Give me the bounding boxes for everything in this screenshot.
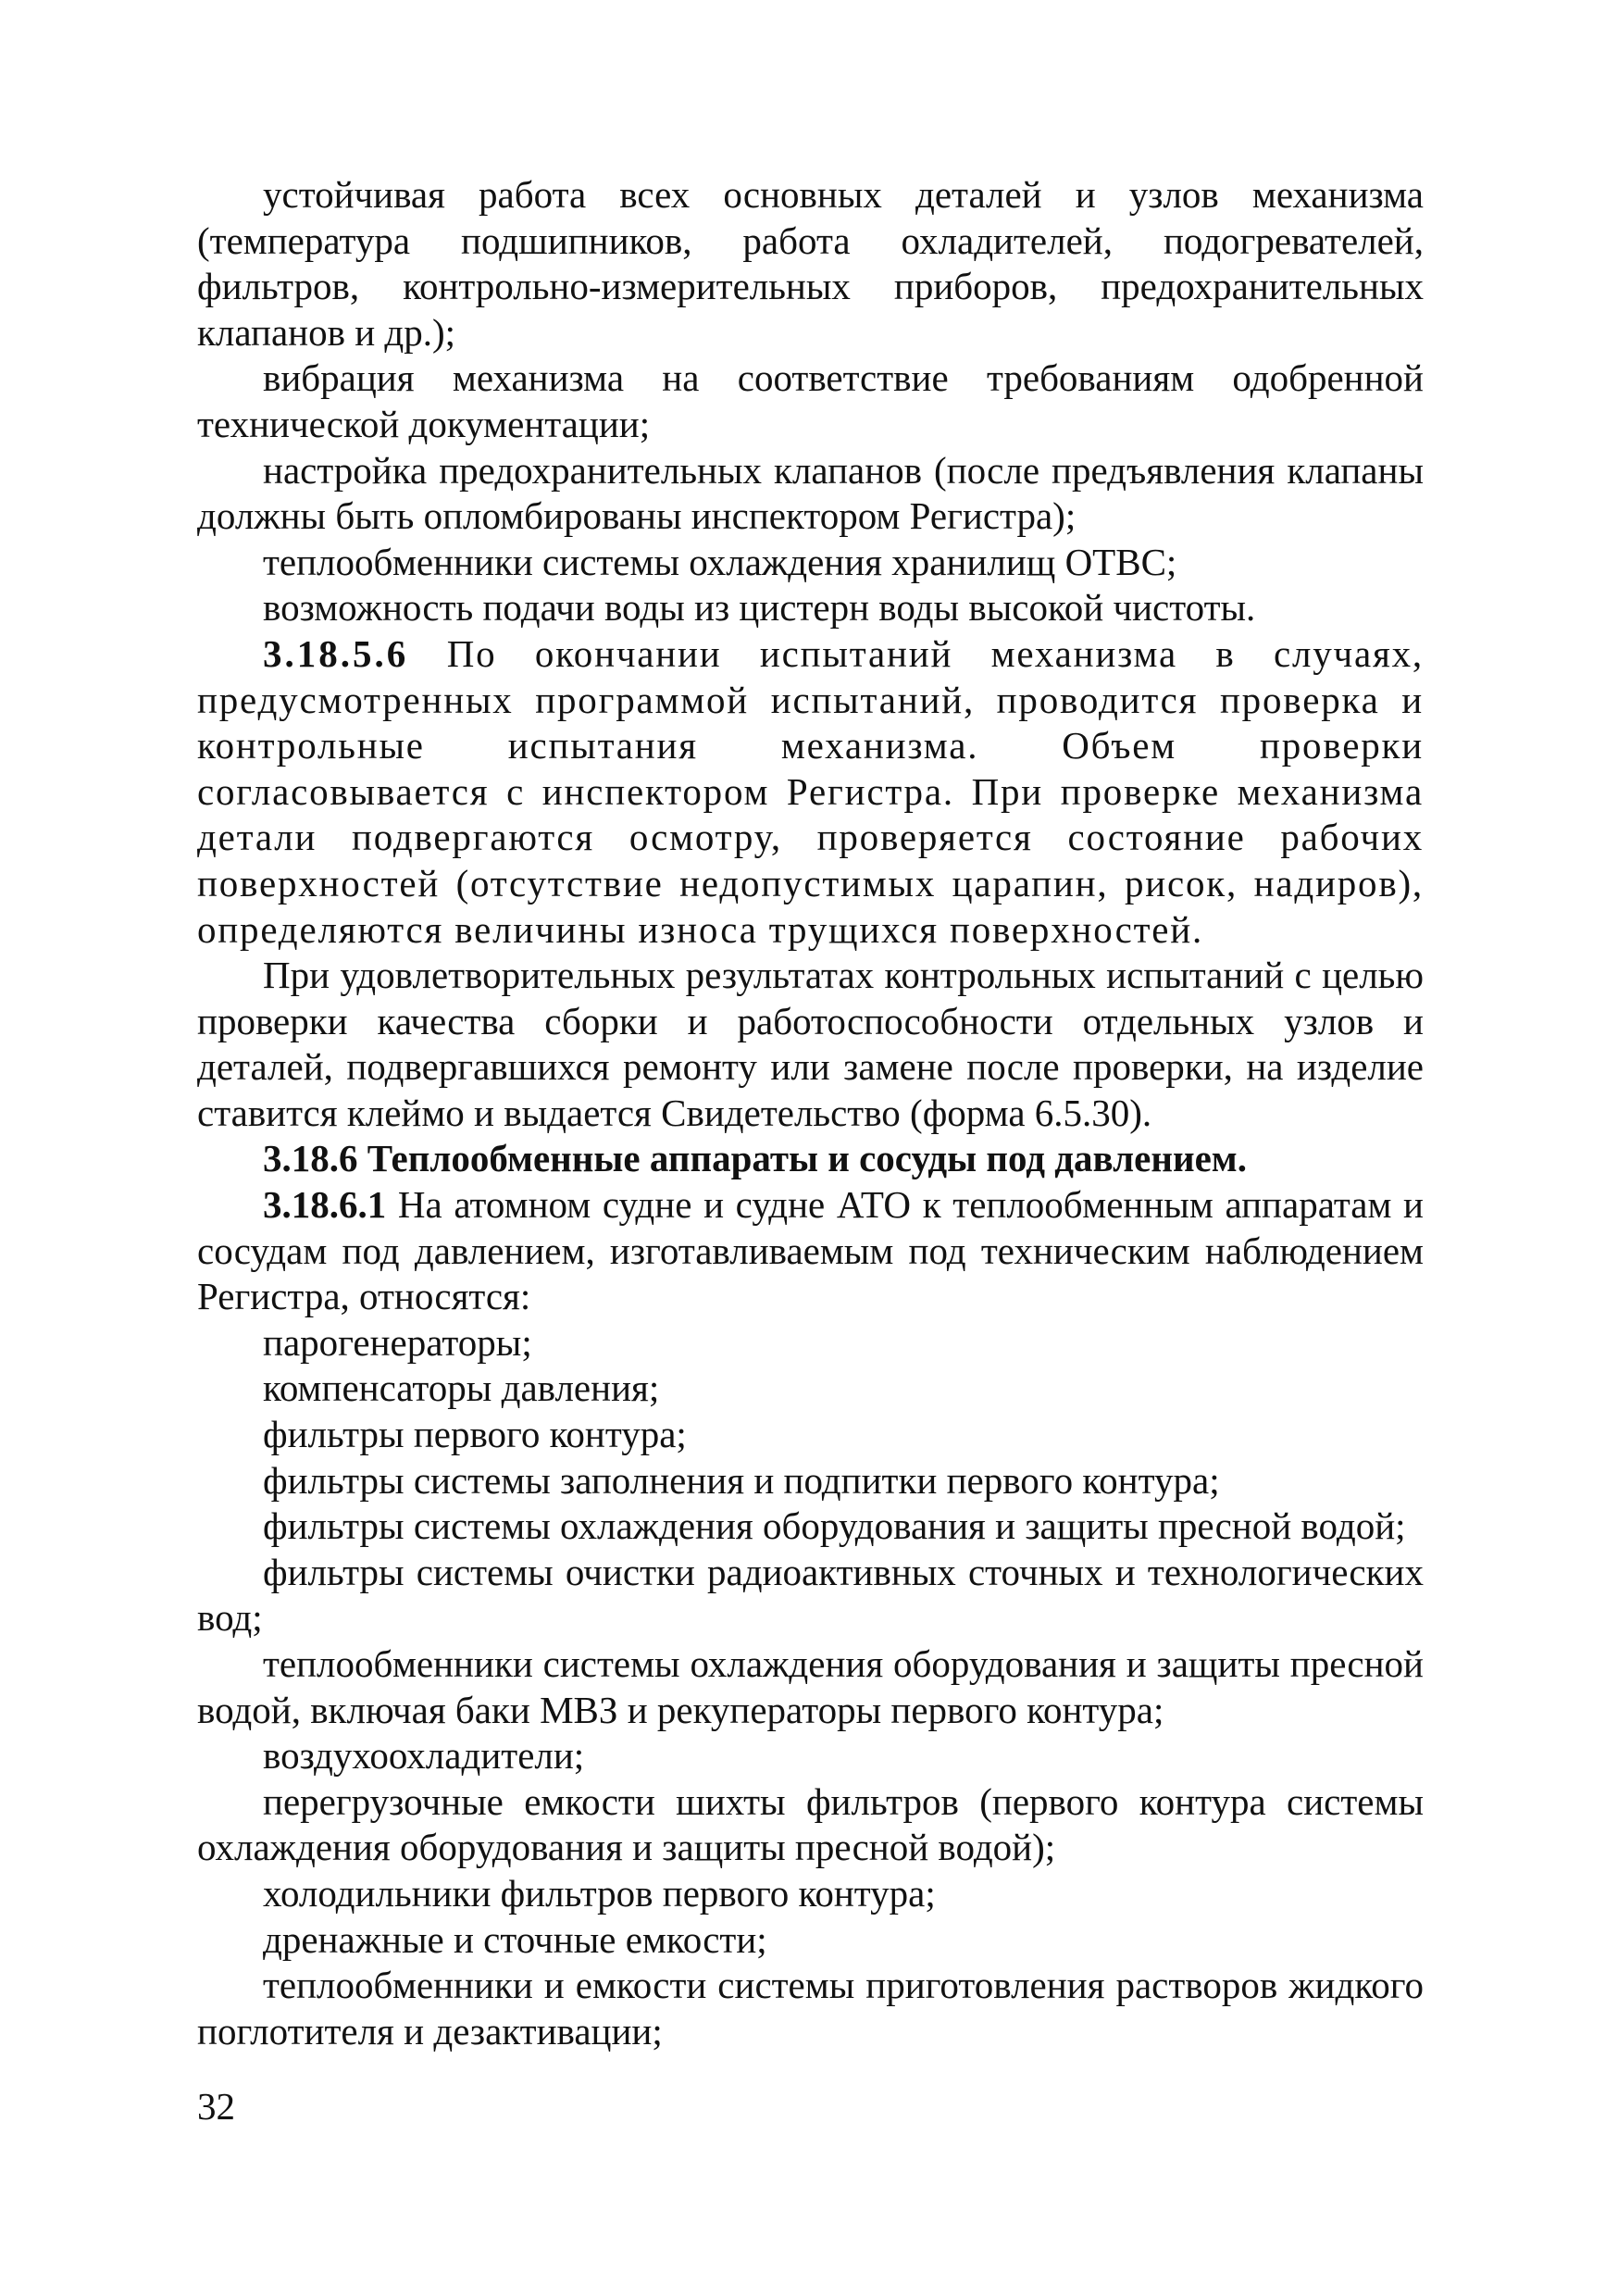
list-item: фильтры системы очистки радиоактивных сточных и технологических вод; xyxy=(197,1550,1424,1640)
list-item: настройка предохранительных клапанов (после предъявления клапаны должны быть опломбированы инспектором Регистра); xyxy=(197,448,1424,538)
list-item: теплообменники системы охлаждения хранилищ ОТВС; xyxy=(263,540,1177,583)
section-heading: 3.18.6 Теплообменные аппараты и сосуды под давлением. xyxy=(263,1137,1247,1180)
list-item: возможность подачи воды из цистерн воды высокой чистоты. xyxy=(263,586,1256,630)
list-item: дренажные и сточные емкости; xyxy=(263,1917,767,1961)
list-item: теплообменники и емкости системы приготовления растворов жидкого поглотителя и дезактивации; xyxy=(197,1964,1424,2053)
list-item: воздухоохладители; xyxy=(263,1734,585,1778)
paragraph-3-18-5-6: 3.18.5.6 По окончании испытаний механизма в случаях, предусмотренных программой испытаний, проводится проверка и контрольные испытания механизма. Объем проверки согласовывается с инспектором Регистра. При проверке механизма детали подвергаются осмотру, проверяется состояние рабочих поверхностей (отсутствие недопустимых царапин, рисок, надиров), определяются величины износа трущихся поверхностей. xyxy=(197,631,1424,951)
paragraph-3-18-6-1: 3.18.6.1 На атомном судне и судне АТО к теплообменным аппаратам и сосудам под давлением, изготавливаемым под техническим наблюдением Регистра, относятся: xyxy=(197,1183,1424,1318)
list-item: вибрация механизма на соответствие требованиям одобренной технической документации; xyxy=(197,356,1424,445)
list-item: фильтры первого контура; xyxy=(263,1413,687,1456)
paragraph: При удовлетворительных результатах контрольных испытаний с целью проверки качества сборки и работоспособности отдельных узлов и деталей, подвергавшихся ремонту или замене после проверки, на изделие ставится клеймо и выдается Свидетельство (форма 6.5.30). xyxy=(197,954,1424,1134)
list-item: перегрузочные емкости шихты фильтров (первого контура системы охлаждения оборудования и защиты пресной водой); xyxy=(197,1779,1424,1869)
clause-number: 3.18.6.1 xyxy=(263,1183,387,1227)
page-number: 32 xyxy=(197,2085,235,2128)
page-body xyxy=(197,172,1424,2054)
list-item: теплообменники системы охлаждения оборудования и защиты пресной водой, включая баки МВЗ и рекуператоры первого контура; xyxy=(197,1642,1424,1731)
list-item: фильтры системы охлаждения оборудования и защиты пресной водой; xyxy=(263,1504,1406,1548)
list-item: парогенераторы; xyxy=(263,1320,532,1364)
clause-number: 3.18.5.6 xyxy=(263,631,409,675)
list-item: компенсаторы давления; xyxy=(263,1366,660,1410)
list-item: холодильники фильтров первого контура; xyxy=(263,1871,936,1915)
list-item: устойчивая работа всех основных деталей и узлов механизма (температура подшипников, работа охладителей, подогревателей, фильтров, контрольно-измерительных приборов, предохранительных клапанов и др.); xyxy=(197,173,1424,354)
list-item: фильтры системы заполнения и подпитки первого контура; xyxy=(263,1458,1220,1502)
